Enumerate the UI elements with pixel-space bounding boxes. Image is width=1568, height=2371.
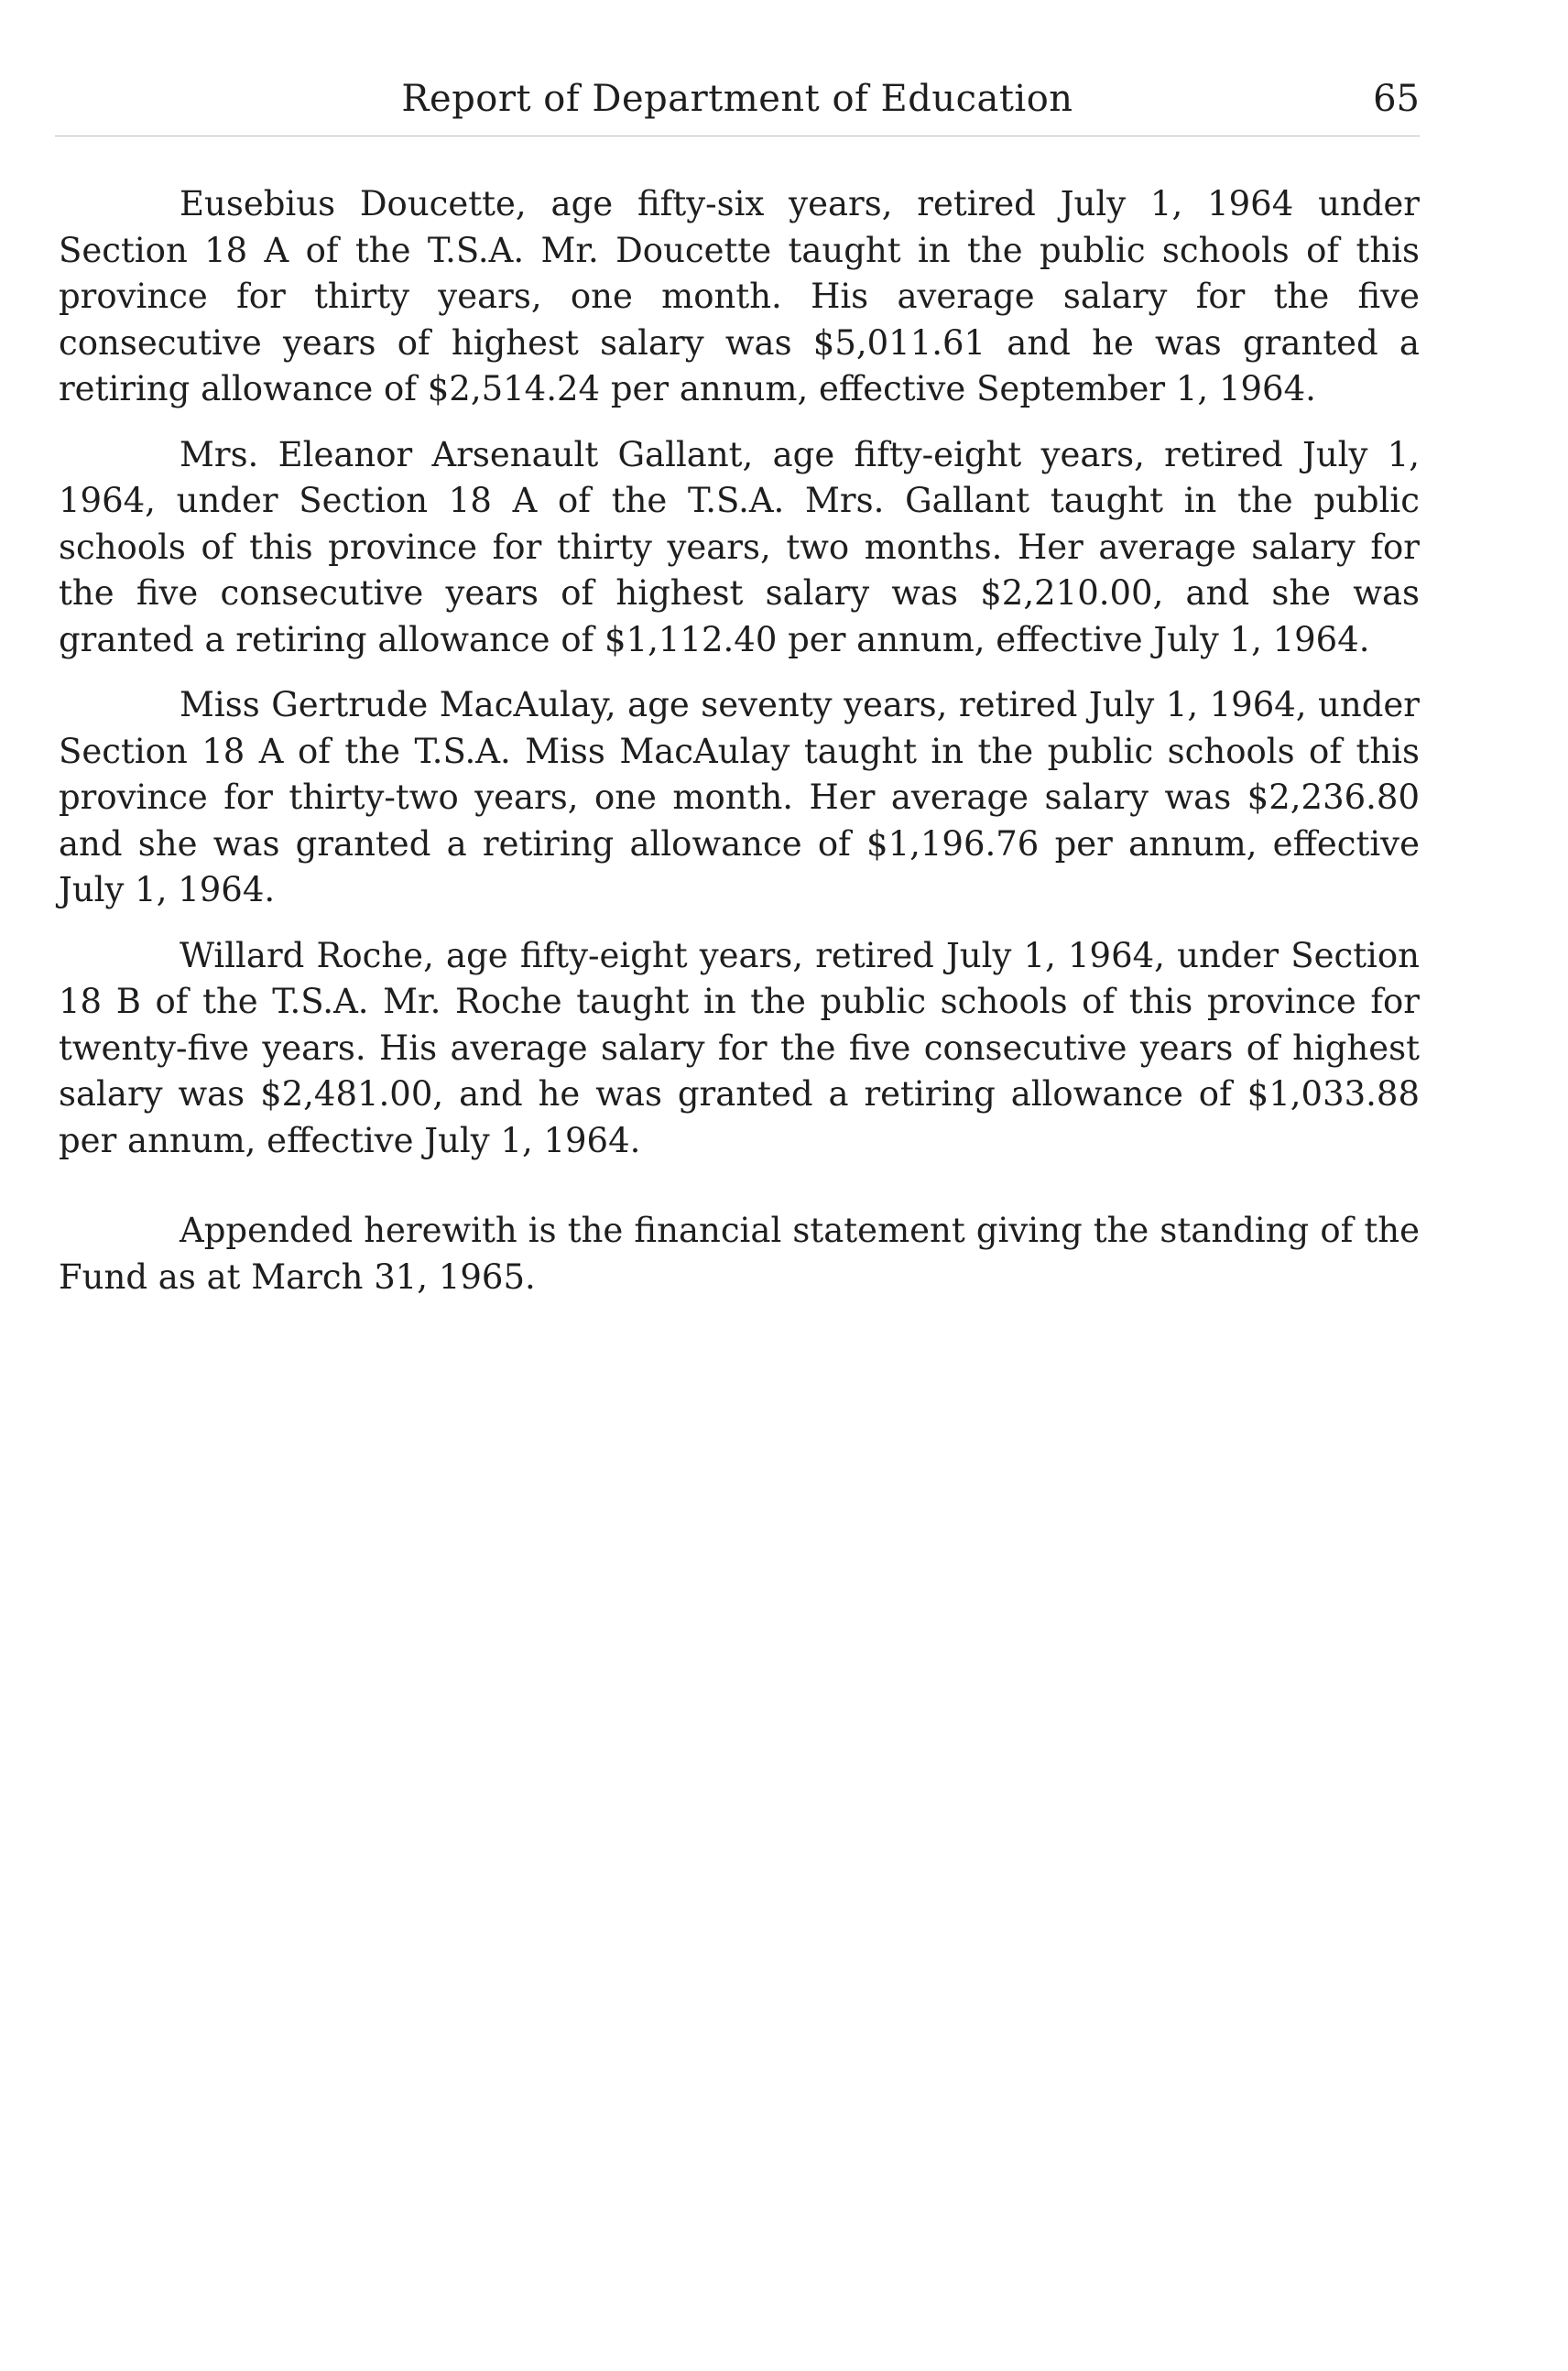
body-text <box>59 181 1420 1320</box>
paragraph-financial-statement: Appended herewith is the financial statement giving the standing of the Fund as at March 31, 1965. <box>59 1211 1420 1297</box>
paragraph-roche: Willard Roche, age fifty-eight years, retired July 1, 1964, under Section 18 B of the T.S.A. Mr. Roche taught in the public schools of this province for twenty-five years. His average salary for the five consecutive years of highest salary was $2,481.00, and he was granted a retiring allowance of $1,033.88 per annum, effective July 1, 1964. <box>59 935 1420 1160</box>
paragraph-macaulay: Miss Gertrude MacAulay, age seventy years, retired July 1, 1964, under Section 18 A of the T.S.A. Miss MacAulay taught in the public schools of this province for thirty-two years, one month. Her average salary was $2,236.80 and she was granted a retiring allowance of $1,196.76 per annum, effective July 1, 1964. <box>59 685 1420 909</box>
paragraph-gallant: Mrs. Eleanor Arsenault Gallant, age fifty-eight years, retired July 1, 1964, under Section 18 A of the T.S.A. Mrs. Gallant taught in the public schools of this province for thirty years, two months. Her average salary for the five consecutive years of highest salary was $2,210.00, and she was granted a retiring allowance of $1,112.40 per annum, effective July 1, 1964. <box>59 434 1420 659</box>
running-head <box>55 71 1420 126</box>
running-title: Report of Department of Education <box>401 78 1073 120</box>
paragraph-doucette: Eusebius Doucette, age fifty-six years, retired July 1, 1964 under Section 18 A of the T.S.A. Mr. Doucette taught in the public schools of this province for thirty years, one month. His average salary for the five consecutive years of highest salary was $5,011.61 and he was granted a retiring allowance of $2,514.24 per annum, effective September 1, 1964. <box>59 184 1420 408</box>
page-number: 65 <box>1373 78 1420 120</box>
